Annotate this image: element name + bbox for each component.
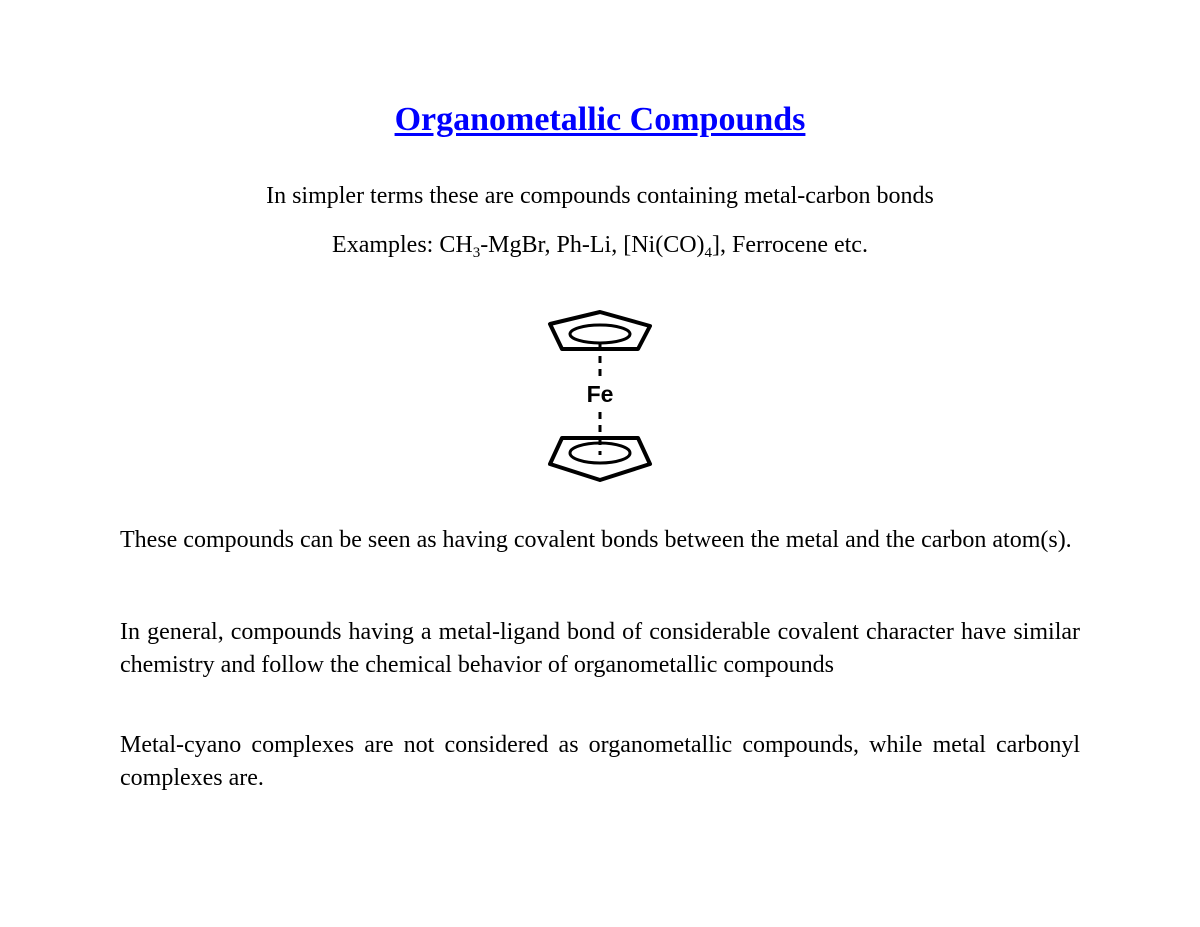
subtitle: In simpler terms these are compounds containing metal-carbon bonds xyxy=(266,183,934,209)
metal-label: Fe xyxy=(586,381,614,407)
examples-mid: -MgBr, Ph-Li, [Ni(CO) xyxy=(480,232,705,258)
paragraph-cyano: Metal-cyano complexes are not considered as organometallic compounds, while metal carbonyl complexes are. xyxy=(120,732,1080,791)
examples-suffix: ], Ferrocene etc. xyxy=(712,232,868,258)
subscript-3: 3 xyxy=(472,245,481,261)
subscript-4: 4 xyxy=(704,245,713,261)
paragraph-covalent-bonds: These compounds can be seen as having covalent bonds between the metal and the carbon atom(s). xyxy=(120,527,1072,553)
examples-line xyxy=(0,229,1200,261)
page-title: Organometallic Compounds xyxy=(394,101,806,138)
examples-prefix: Examples: CH xyxy=(332,232,473,258)
bottom-cp-ring xyxy=(550,438,650,480)
paragraph-general: In general, compounds having a metal-ligand bond of considerable covalent character have similar chemistry and follow the chemical behavior of organometallic compounds xyxy=(120,619,1080,678)
ferrocene-structure xyxy=(540,300,660,490)
